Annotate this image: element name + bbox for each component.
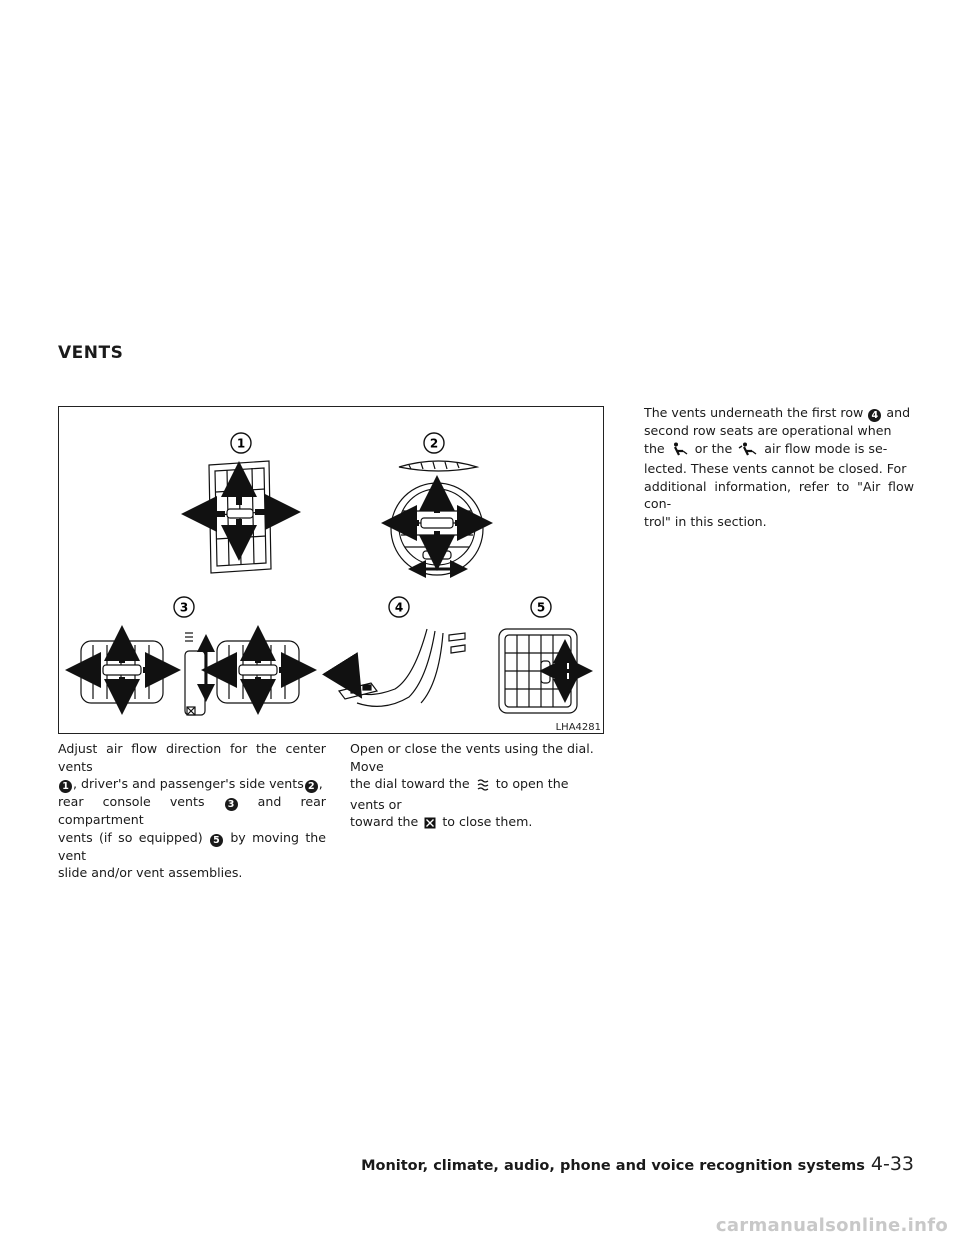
- svg-text:1: 1: [236, 436, 246, 451]
- text-segment: to open the vents or: [350, 776, 569, 812]
- text-column-1: [58, 740, 326, 882]
- callout-badge-5: 5: [210, 834, 223, 847]
- vents-figure: [58, 406, 604, 734]
- text-segment: by moving the vent: [58, 829, 326, 863]
- vents-illustration: [59, 407, 605, 735]
- center-vent-illustration: [199, 461, 283, 573]
- text-segment: lected. These vents cannot be closed. For: [644, 461, 907, 476]
- text-segment: to close them.: [442, 814, 533, 829]
- text-segment: the dial toward the: [350, 776, 470, 791]
- paragraph-open-close: [350, 740, 606, 834]
- floor-airflow-icon: [671, 442, 689, 461]
- text-segment: and rear compartment: [58, 794, 326, 827]
- text-segment: vents (if so equipped): [58, 829, 203, 845]
- callout-1: [231, 433, 251, 453]
- rear-console-vents-illustration: [81, 633, 299, 715]
- text-segment: or the: [694, 440, 733, 456]
- figure-code: LHA4281: [555, 722, 601, 733]
- text-segment: rear console vents: [58, 794, 205, 809]
- callout-3: [174, 597, 194, 617]
- open-vent-icon: [476, 778, 490, 796]
- callout-badge-4: 4: [868, 409, 881, 422]
- text-segment: air flow mode is se-: [764, 440, 888, 456]
- callout-badge-2: 2: [305, 780, 318, 793]
- callout-2: [424, 433, 444, 453]
- text-segment: additional information, refer to "Air flow con-: [644, 478, 914, 511]
- text-segment: Open or close the vents using the dial. Move: [350, 741, 594, 774]
- text-segment: ,: [318, 776, 323, 791]
- svg-text:4: 4: [394, 600, 404, 615]
- text-segment: and: [886, 405, 911, 420]
- text-segment: The vents underneath the first row: [644, 405, 864, 420]
- close-vent-icon: [424, 816, 436, 834]
- side-vent-illustration: [391, 461, 483, 575]
- svg-text:2: 2: [429, 436, 439, 451]
- svg-text:5: 5: [536, 600, 546, 615]
- text-segment: , driver's and passenger's side vents: [73, 776, 304, 791]
- under-seat-vent-illustration: [339, 629, 465, 706]
- section-title: VENTS: [58, 343, 124, 363]
- text-segment: slide and/or vent assemblies.: [58, 865, 243, 880]
- rear-compartment-vent-illustration: [499, 629, 581, 713]
- svg-text:3: 3: [179, 600, 189, 615]
- callout-badge-1: 1: [59, 780, 72, 793]
- page-footer: [361, 1153, 914, 1175]
- chapter-title: Monitor, climate, audio, phone and voice recognition systems: [361, 1158, 865, 1174]
- page-number: 4-33: [870, 1153, 914, 1175]
- watermark: carmanualsonline.info: [715, 1215, 948, 1236]
- paragraph-adjust-airflow: [58, 740, 326, 882]
- paragraph-underseat-vents: [644, 404, 914, 530]
- callout-badge-3: 3: [225, 798, 238, 811]
- text-segment: toward the: [350, 814, 419, 829]
- callout-5: [531, 597, 551, 617]
- text-segment: second row seats are operational when: [644, 423, 892, 438]
- text-column-3: [644, 404, 914, 530]
- text-segment: trol" in this section.: [644, 513, 767, 529]
- text-segment: Adjust air flow direction for the center vents: [58, 741, 326, 774]
- text-segment: the: [644, 440, 665, 456]
- text-column-2: [350, 740, 606, 834]
- callout-4: [389, 597, 409, 617]
- floor-defrost-airflow-icon: [738, 442, 758, 461]
